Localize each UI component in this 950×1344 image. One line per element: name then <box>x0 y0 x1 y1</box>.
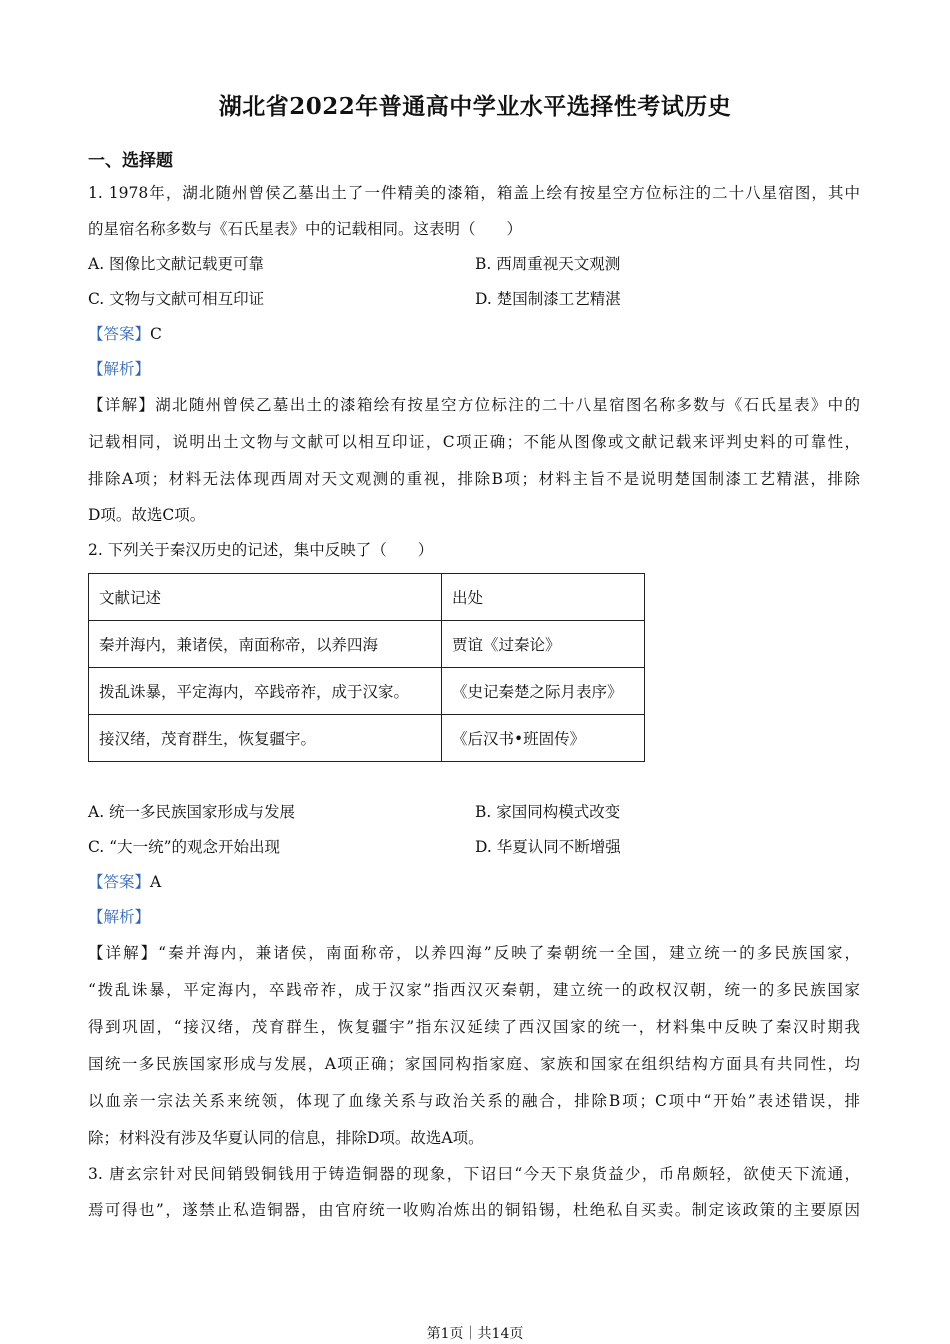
q2-stem: 2. 下列关于秦汉历史的记述，集中反映了（ ） <box>88 541 434 559</box>
section-heading: 一、选择题 <box>88 151 173 171</box>
q2-answer <box>88 872 161 892</box>
table-row <box>89 668 645 715</box>
answer-value: A <box>150 873 162 891</box>
q1-detail-line4: D项。故选C项。 <box>88 506 206 524</box>
q1-detail-line1: 【详解】湖北随州曾侯乙墓出土的漆箱绘有按星空方位标注的二十八星宿图名称多数与《石氏星表》中的 <box>88 396 860 414</box>
q2-detail-line5: 以血亲一宗法关系来统领，体现了血缘关系与政治关系的融合，排除B项；C项中“开始”表述错误，排 <box>88 1092 860 1110</box>
answer-tag: 【答案】 <box>88 325 151 343</box>
detail-tag: 【详解】 <box>88 944 159 962</box>
source-table <box>88 573 645 762</box>
q2-detail-line4: 国统一多民族国家形成与发展，A项正确；家国同构指家庭、家族和国家在组织结构方面具有共同性，均 <box>88 1055 860 1073</box>
table-cell: 秦并海内，兼诸侯，南面称帝，以养四海 <box>89 621 442 668</box>
table-header-cell: 文献记述 <box>89 574 442 621</box>
answer-value: C <box>150 325 162 343</box>
page-title: 湖北省2022年普通高中学业水平选择性考试历史 <box>218 93 732 120</box>
q2-option-a: A. 统一多民族国家形成与发展 <box>88 803 296 821</box>
answer-tag: 【答案】 <box>88 873 151 891</box>
q1-detail-line3: 排除A项；材料无法体现西周对天文观测的重视，排除B项；材料主旨不是说明楚国制漆工艺精湛，排除 <box>88 470 860 488</box>
q2-option-b: B. 家国同构模式改变 <box>475 803 621 821</box>
q3-stem-line2: 焉可得也”，遂禁止私造铜器，由官府统一收购冶炼出的铜铅锡，杜绝私自买卖。制定该政策的主要原因 <box>88 1201 860 1219</box>
q1-detail-line2: 记载相同，说明出土文物与文献可以相互印证，C项正确；不能从图像或文献记载来评判史料的可靠性， <box>88 433 860 451</box>
table-row <box>89 715 645 762</box>
q2-detail-line1: 【详解】“秦并海内，兼诸侯，南面称帝，以养四海”反映了秦朝统一全国，建立统一的多民族国家， <box>88 944 860 962</box>
table-header-cell: 出处 <box>442 574 645 621</box>
q1-stem-line1: 1. 1978年，湖北随州曾侯乙墓出土了一件精美的漆箱，箱盖上绘有按星空方位标注的二十八星宿图，其中 <box>88 184 860 202</box>
q3-stem-line1: 3. 唐玄宗针对民间销毁铜钱用于铸造铜器的现象，下诏曰“今天下泉货益少，币帛颇轻，欲使天下流通， <box>88 1165 860 1183</box>
table-cell: 《史记秦楚之际月表序》 <box>442 668 645 715</box>
q1-analysis-tag: 【解析】 <box>88 360 151 378</box>
q2-analysis-tag: 【解析】 <box>88 908 151 926</box>
table-cell: 《后汉书•班固传》 <box>442 715 645 762</box>
q2-option-d: D. 华夏认同不断增强 <box>475 838 621 856</box>
q1-option-c: C. 文物与文献可相互印证 <box>88 290 265 308</box>
table-row <box>89 621 645 668</box>
table-header-row <box>89 574 645 621</box>
table-cell: 贾谊《过秦论》 <box>442 621 645 668</box>
page-footer: 第1页｜共14页 <box>426 1326 524 1342</box>
detail-tag: 【详解】 <box>88 396 156 414</box>
table-cell: 拨乱诛暴，平定海内，卒践帝祚，成于汉家。 <box>89 668 442 715</box>
q1-option-a: A. 图像比文献记载更可靠 <box>88 255 265 273</box>
q1-option-b: B. 西周重视天文观测 <box>475 255 621 273</box>
q1-option-d: D. 楚国制漆工艺精湛 <box>475 290 621 308</box>
q2-detail-line2: “拨乱诛暴，平定海内，卒践帝祚，成于汉家”指西汉灭秦朝，建立统一的政权汉朝，统一的多民族国家 <box>88 981 860 999</box>
q2-option-c: C. “大一统”的观念开始出现 <box>88 838 281 856</box>
table-cell: 接汉绪，茂育群生，恢复疆宇。 <box>89 715 442 762</box>
q1-stem-line2: 的星宿名称多数与《石氏星表》中的记载相同。这表明（ ） <box>88 220 523 238</box>
q1-answer <box>88 324 162 344</box>
q2-detail-line6: 除；材料没有涉及华夏认同的信息，排除D项。故选A项。 <box>88 1129 484 1147</box>
q2-detail-line3: 得到巩固，“接汉绪，茂育群生，恢复疆宇”指东汉延续了西汉国家的统一，材料集中反映了秦汉时期我 <box>88 1018 860 1036</box>
